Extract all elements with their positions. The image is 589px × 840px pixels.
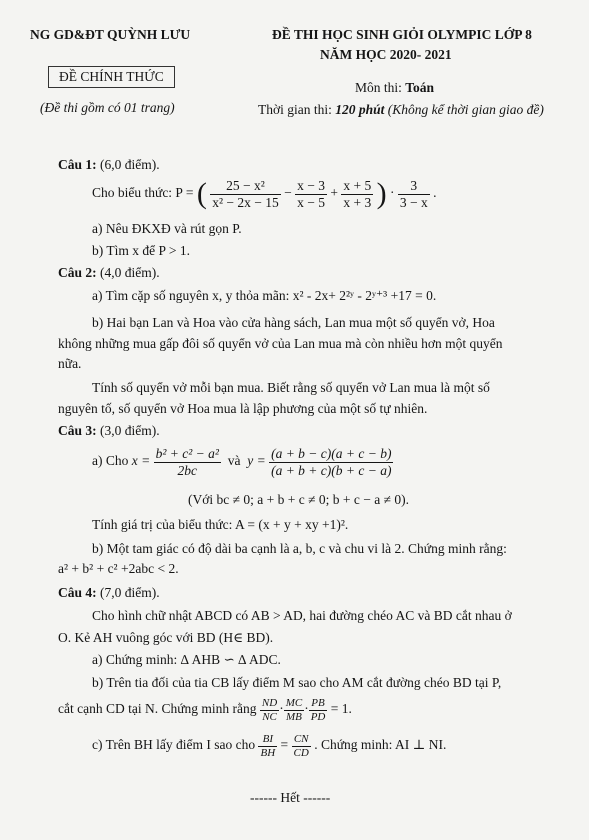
q4-part-b-line2: cắt cạnh CD tại N. Chứng minh rằng $\frac{ND}{NC}$ · $\frac{MC}{MB}$ · $\frac{PB}{PD}$ = 1. [58,697,352,723]
q4-part-c [92,733,446,759]
nd-num: ND [261,697,278,709]
nd-nc-fraction [260,697,279,723]
right-paren: ) [376,177,387,211]
q2-part-b-line1: b) Hai bạn Lan và Hoa vào cửa hàng sách, Lan mua một số quyển vở, Hoa [92,315,495,330]
p-f4-den: 3 − x [399,194,428,210]
school-year: NĂM HỌC 2020- 2021 [320,47,452,62]
q4-c-prefix: c) Trên BH lấy điểm I sao cho [92,737,256,753]
bi-bh-fraction [258,733,277,759]
p-fraction-2 [295,178,327,210]
q2-part-b-line4: Tính số quyển vở mỗi bạn mua. Biết rằng số quyển vở Lan mua là một số [92,380,490,395]
subject-label: Môn thi: [355,80,406,95]
q2-part-b-line3: nữa. [58,356,82,371]
y-den: (a + b + c)(b + c − a) [271,462,392,478]
q2-heading [58,265,160,281]
p-fraction-3 [341,178,373,210]
p-f2-den: x − 5 [297,194,325,210]
p-f1-den: x² − 2x − 15 [212,194,279,210]
time-note: (Không kể thời gian giao đề) [384,102,544,117]
cn-num: CN [292,733,311,747]
q2-part-b-line2: không những mua gấp đôi số quyển vở của Lan mua mà còn nhiều hơn một quyển [58,336,503,351]
y-num: (a + b − c)(a + c − b) [271,446,392,461]
q3-value: Tính giá trị của biểu thức: A = (x + y + xy +1)². [92,517,349,532]
q3-a-prefix: a) Cho [92,453,129,469]
subject-line [355,80,434,96]
q4-part-a: a) Chứng minh: ∆ AHB ∽ ∆ ADC. [92,652,281,667]
q4-title: Câu 4: [58,585,97,600]
nc-den: NC [262,710,277,723]
exam-title: ĐỀ THI HỌC SINH GIỎI OLYMPIC LỚP 8 [272,27,532,42]
q3-part-b-line2: a² + b² + c² +2abc < 2. [58,561,179,576]
q3-title: Câu 3: [58,423,97,438]
y-var: y = [247,453,266,469]
q1-expression [92,178,436,210]
p-plus: + [330,185,338,201]
q3-part-a-expression [92,446,393,478]
q2-title: Câu 2: [58,265,97,280]
q4-part-b-line1: b) Trên tia đối của tia CB lấy điểm M sao cho AM cắt đường chéo BD tại P, [92,675,502,690]
q4-b2-suffix: = 1. [330,701,352,717]
q1-part-a: a) Nêu ĐKXĐ và rút gọn P. [92,221,242,236]
q3-part-b-line1: b) Một tam giác có độ dài ba cạnh là a, b, c và chu vi là 2. Chứng minh rằng: [92,541,507,556]
time-value: 120 phút [335,102,385,117]
q4-heading [58,585,160,601]
time-line [258,102,544,118]
x-var: x = [131,453,151,469]
q4-b2-prefix: cắt cạnh CD tại N. Chứng minh rằng [58,701,257,717]
q1-points: (6,0 điểm). [96,157,160,172]
q4-c-eq: = [280,737,289,753]
mc-mb-fraction [284,697,305,723]
pages-note: (Đề thi gồm có 01 trang) [40,100,175,115]
y-fraction [269,446,393,478]
p-minus: − [284,185,292,201]
q3-condition: (Với bc ≠ 0; a + b + c ≠ 0; b + c − a ≠ 0). [188,492,410,507]
mc-num: MC [285,697,303,709]
pb-num: PB [309,697,328,711]
q2-part-b-line5: nguyên tố, số quyển vở Hoa mua là lập phương của một số tự nhiên. [58,401,428,416]
left-paren: ( [196,177,207,211]
q1-heading [58,157,160,173]
q4-intro-line1: Cho hình chữ nhật ABCD có AB > AD, hai đường chéo AC và BD cắt nhau ở [92,608,512,623]
bi-num: BI [258,733,277,747]
p-f2-num: x − 3 [297,178,325,193]
cn-cd-fraction [292,733,311,759]
pd-den: PD [310,710,326,723]
x-fraction [154,446,221,478]
q1-part-b: b) Tìm x để P > 1. [92,243,190,258]
q2-points: (4,0 điểm). [96,265,160,280]
q3-points: (3,0 điểm). [96,423,160,438]
p-f3-num: x + 5 [343,178,372,193]
time-label: Thời gian thi: [258,102,336,117]
p-f4-num: 3 [398,178,430,195]
p-f1-num: 25 − x² [210,178,281,195]
p-f3-den: x + 3 [343,194,372,210]
q1-title: Câu 1: [58,157,97,172]
cd-den: CD [293,746,309,759]
x-num: b² + c² − a² [155,446,219,461]
q3-and: và [227,453,241,469]
end-marker: ------ Hết ------ [250,790,331,805]
pb-pd-fraction [309,697,328,723]
p-end-dot: . [433,185,437,201]
education-office: NG GD&ĐT QUỲNH LƯU [30,27,191,42]
x-den: 2bc [177,462,198,478]
q4-c-suffix: . Chứng minh: AI ⊥ NI. [314,737,447,753]
q1-intro: Cho biểu thức: P = [92,185,194,201]
p-fraction-1 [210,178,281,210]
q2-part-a: a) Tìm cặp số nguyên x, y thỏa mãn: x² - 2x+ 2²ʸ - 2ʸ⁺³ +17 = 0. [92,288,437,303]
p-dot: · [389,185,395,201]
mb-den: MB [285,710,302,723]
official-label: ĐỀ CHÍNH THỨC [48,66,175,88]
q3-heading [58,423,160,439]
bh-den: BH [260,746,276,759]
p-fraction-4 [398,178,430,210]
subject-value: Toán [405,80,435,95]
q4-intro-line2: O. Kẻ AH vuông góc với BD (H∈ BD). [58,630,274,645]
q4-points: (7,0 điểm). [96,585,160,600]
